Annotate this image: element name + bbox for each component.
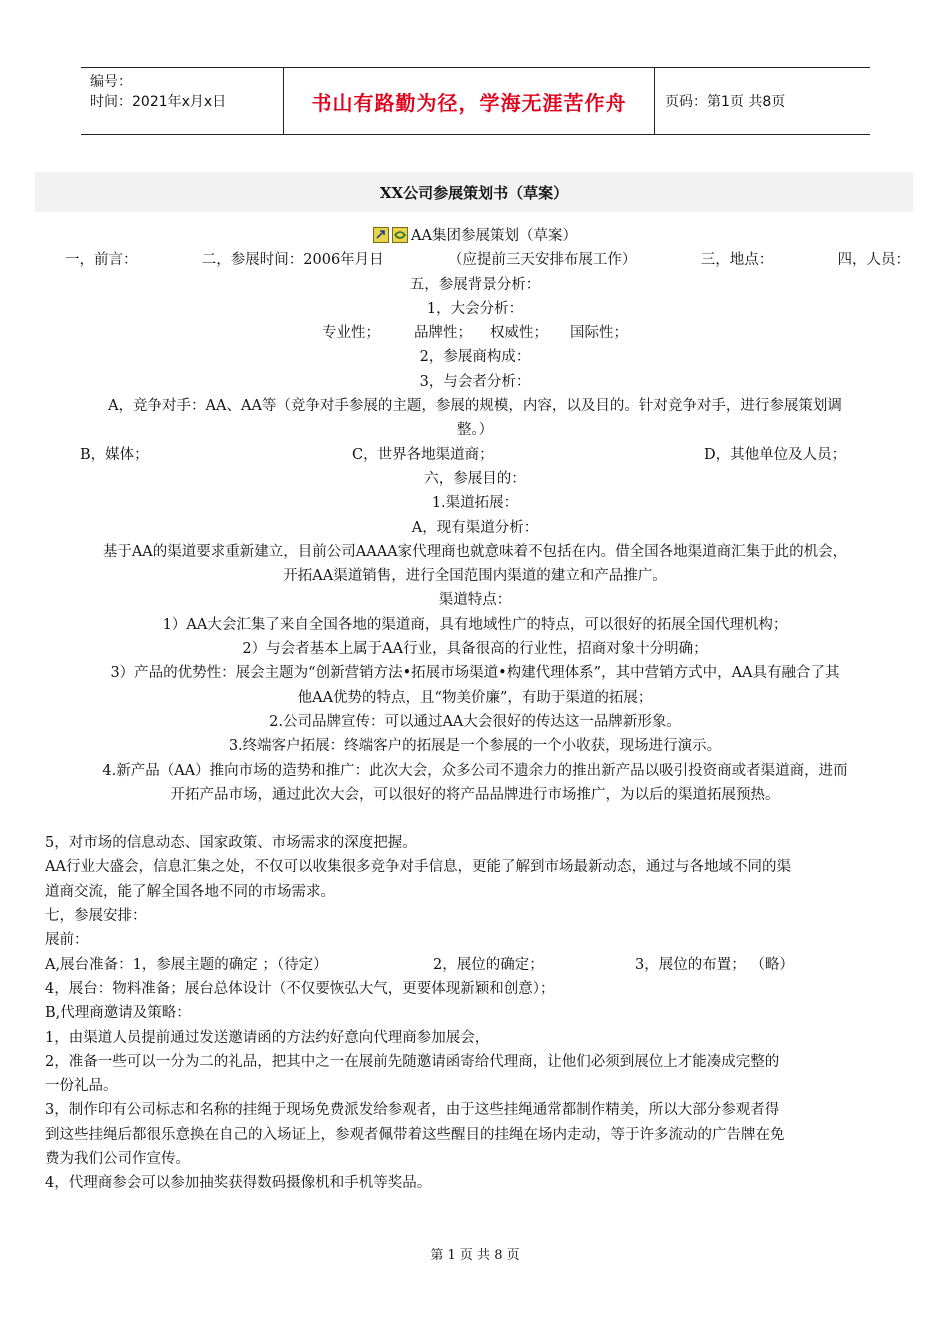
header-motto: 书山有路勤为径，学海无涯苦作舟 [283, 68, 655, 134]
subtitle: AA集团参展策划（草案） [411, 228, 577, 244]
blank-line [40, 807, 910, 831]
competitor-line-2: 整。） [456, 422, 494, 439]
agent-invite-2-line-2: 一份礼品。 [45, 1078, 118, 1095]
agent-invite-3-line-1: 3，制作印有公司标志和名称的挂绳于现场免费派发给参观者，由于这些挂绳通常都制作精美，所以大部分参观者得 [45, 1102, 780, 1119]
link-icon [392, 227, 408, 243]
traits-line [40, 321, 910, 345]
booth-prep-b: 2，展位的确定； [433, 956, 544, 973]
section-5-3: 3，与会者分析： [419, 373, 531, 390]
booth-prep-c: 3，展位的布置； （略） [635, 956, 794, 973]
number-label: 编号： [90, 74, 132, 90]
channel-feature-2: 2）与会者基本上属于AA行业，具备很高的行业性，招商对象十分明确； [242, 641, 708, 658]
section-6-3: 3.终端客户拓展：终端客户的拓展是一个参展的一个小收获，现场进行演示。 [228, 738, 722, 755]
section-5-2: 2，参展商构成： [419, 349, 531, 366]
header-meta [81, 68, 283, 134]
section-5-heading: 五，参展背景分析： [409, 276, 541, 293]
booth-prep-4: 4，展台：物料准备；展台总体设计（不仅要恢弘大气，更要体现新颖和创意）； [45, 980, 555, 997]
date-label: 时间：2021年x月x日 [90, 94, 227, 110]
agent-invite-1: 1，由渠道人员提前通过发送邀请函的方法约好意向代理商参加展会， [45, 1029, 490, 1046]
staff-heading: 四，人员： [837, 252, 910, 269]
paragraph-1-line-1: 基于AA的渠道要求重新建立，目前公司AAAA家代理商也就意味着不包括在内。借全国各地渠道商汇集于此的机会， [102, 543, 848, 560]
section-row-1 [40, 248, 910, 272]
competitor-line-1: A，竞争对手：AA、AA等（竞争对手参展的主题，参展的规模，内容，以及目的。针对竞争对手，进行参展策划调 [108, 398, 842, 415]
section-5-1: 1，大会分析： [426, 300, 524, 317]
place-heading: 三，地点： [700, 252, 774, 269]
document-body [40, 224, 910, 1196]
paragraph-1-line-2: 开拓AA渠道销售，进行全国范围内渠道的建立和产品推广。 [283, 568, 667, 585]
booth-prep-line [40, 953, 910, 977]
trait: 专业性； [322, 325, 380, 342]
channel-feature-3-line-1: 3）产品的优势性：展会主题为“创新营销方法•拓展市场渠道•构建代理体系”，其中营销方式中，AA具有融合了其 [110, 665, 840, 682]
section-6-1: 1.渠道拓展： [431, 495, 519, 512]
header-page-info: 页码：第1页 共8页 [665, 94, 786, 110]
section-6-4-line-2: 开拓产品市场，通过此次大会，可以很好的将产品品牌进行市场推广，为以后的渠道拓展预热。 [170, 786, 780, 803]
trait: 国际性； [570, 325, 628, 342]
agent-invite-3-line-2: 到这些挂绳后都很乐意换在自己的入场证上，参观者佩带着这些醒目的挂绳在场内走动，等于许多流动的广告牌在免 [45, 1126, 785, 1143]
channel-feature-3-line-2: 他AA优势的特点，且“物美价廉”，有助于渠道的拓展； [297, 689, 653, 706]
time-note: （应提前三天安排布展工作） [447, 252, 637, 269]
preface-heading: 一，前言： [65, 252, 138, 269]
time-heading: 二，参展时间：2006年月日 [201, 252, 384, 269]
media-c: C，世界各地渠道商； [352, 446, 494, 463]
trait: 权威性； [490, 325, 548, 342]
arrows-icon [373, 227, 389, 243]
subtitle-line [40, 224, 910, 248]
media-line [40, 443, 910, 467]
section-7-heading: 七，参展安排： [45, 908, 147, 925]
trait: 品牌性； [414, 325, 472, 342]
document-title: XX公司参展策划书（草案） [35, 172, 913, 212]
section-6-2: 2.公司品牌宣传：可以通过AA大会很好的传达这一品牌新形象。 [269, 713, 681, 730]
pre-show-heading: 展前： [45, 932, 89, 949]
agent-invite-2-line-1: 2，准备一些可以一分为二的礼品，把其中之一在展前先随邀请函寄给代理商，让他们必须到展位上才能凑成完整的 [45, 1053, 780, 1070]
section-6-5: 5，对市场的信息动态、国家政策、市场需求的深度把握。 [45, 835, 417, 852]
channel-feature-1: 1）AA大会汇集了来自全国各地的渠道商，具有地域性广的特点，可以很好的拓展全国代理机构； [162, 616, 788, 633]
section-6-heading: 六，参展目的： [424, 470, 526, 487]
agent-invite-4: 4，代理商参会可以参加抽奖获得数码摄像机和手机等奖品。 [45, 1175, 432, 1192]
page-footer: 第 1 页 共 8 页 [430, 1248, 520, 1263]
channel-features-heading: 渠道特点： [438, 592, 512, 609]
media-b: B，媒体； [80, 446, 149, 463]
media-d: D，其他单位及人员； [704, 446, 847, 463]
booth-prep-a: A,展台准备：1，参展主题的确定 ；（待定） [45, 956, 328, 973]
header-table [81, 67, 870, 135]
agent-invite-3-line-3: 费为我们公司作宣传。 [45, 1150, 190, 1167]
agent-invite-heading: B,代理商邀请及策略： [45, 1005, 191, 1022]
section-6-5-para-line-1: AA行业大盛会，信息汇集之处，不仅可以收集很多竞争对手信息，更能了解到市场最新动态，通过与各地域不同的渠 [45, 859, 791, 876]
section-6-5-para-line-2: 道商交流，能了解全国各地不同的市场需求。 [45, 883, 335, 900]
section-6-1a: A，现有渠道分析： [411, 519, 539, 536]
section-6-4-line-1: 4.新产品（AA）推向市场的造势和推广：此次大会，众多公司不遗余力的推出新产品以吸引投资商或者渠道商，进而 [102, 762, 848, 779]
